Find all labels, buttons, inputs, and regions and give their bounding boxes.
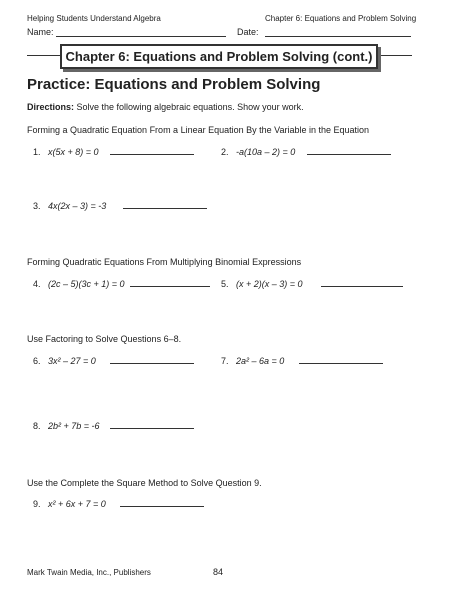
- section-heading: Use the Complete the Square Method to Solve Question 9.: [27, 478, 262, 488]
- question-expression: -a(10a – 2) = 0: [236, 147, 296, 157]
- answer-line[interactable]: [307, 154, 391, 155]
- question-expression: (2c – 5)(3c + 1) = 0: [48, 279, 125, 289]
- question-number: 9.: [33, 499, 41, 509]
- date-label: Date:: [237, 27, 259, 37]
- question-number: 6.: [33, 356, 41, 366]
- answer-line[interactable]: [321, 286, 403, 287]
- question-expression: 2b² + 7b = -6: [48, 421, 100, 431]
- answer-line[interactable]: [110, 363, 194, 364]
- answer-line[interactable]: [120, 506, 204, 507]
- chapter-title-box: [60, 44, 378, 69]
- date-field[interactable]: [265, 36, 411, 37]
- directions-text: Solve the following algebraic equations. Show your work.: [74, 102, 304, 112]
- answer-line[interactable]: [299, 363, 383, 364]
- question-number: 5.: [221, 279, 229, 289]
- name-field[interactable]: [56, 36, 226, 37]
- question-expression: 3x² – 27 = 0: [48, 356, 96, 366]
- answer-line[interactable]: [110, 154, 194, 155]
- answer-line[interactable]: [110, 428, 194, 429]
- directions: [27, 102, 304, 112]
- question-expression: (x + 2)(x – 3) = 0: [236, 279, 303, 289]
- question-expression: 4x(2x – 3) = -3: [48, 201, 107, 211]
- practice-title: Practice: Equations and Problem Solving: [27, 76, 321, 93]
- section-heading: Forming Quadratic Equations From Multiplying Binomial Expressions: [27, 257, 302, 267]
- name-label: Name:: [27, 27, 54, 37]
- question-number: 2.: [221, 147, 229, 157]
- section-heading: Forming a Quadratic Equation From a Linear Equation By the Variable in the Equation: [27, 125, 370, 135]
- answer-line[interactable]: [130, 286, 210, 287]
- book-title: Helping Students Understand Algebra: [27, 14, 161, 23]
- section-heading: Use Factoring to Solve Questions 6–8.: [27, 334, 182, 344]
- question-expression: x² + 6x + 7 = 0: [48, 499, 106, 509]
- question-number: 3.: [33, 201, 41, 211]
- publisher: Mark Twain Media, Inc., Publishers: [27, 568, 151, 577]
- answer-line[interactable]: [123, 208, 207, 209]
- question-number: 7.: [221, 356, 229, 366]
- question-number: 4.: [33, 279, 41, 289]
- question-number: 8.: [33, 421, 41, 431]
- question-expression: 2a² – 6a = 0: [236, 356, 285, 366]
- question-expression: x(5x + 8) = 0: [48, 147, 99, 157]
- page-number: 84: [213, 567, 224, 577]
- question-number: 1.: [33, 147, 41, 157]
- chapter-title: Chapter 6: Equations and Problem Solving (cont.): [65, 49, 373, 64]
- directions-label: Directions:: [27, 102, 75, 112]
- chapter-reference: Chapter 6: Equations and Problem Solving: [265, 14, 417, 23]
